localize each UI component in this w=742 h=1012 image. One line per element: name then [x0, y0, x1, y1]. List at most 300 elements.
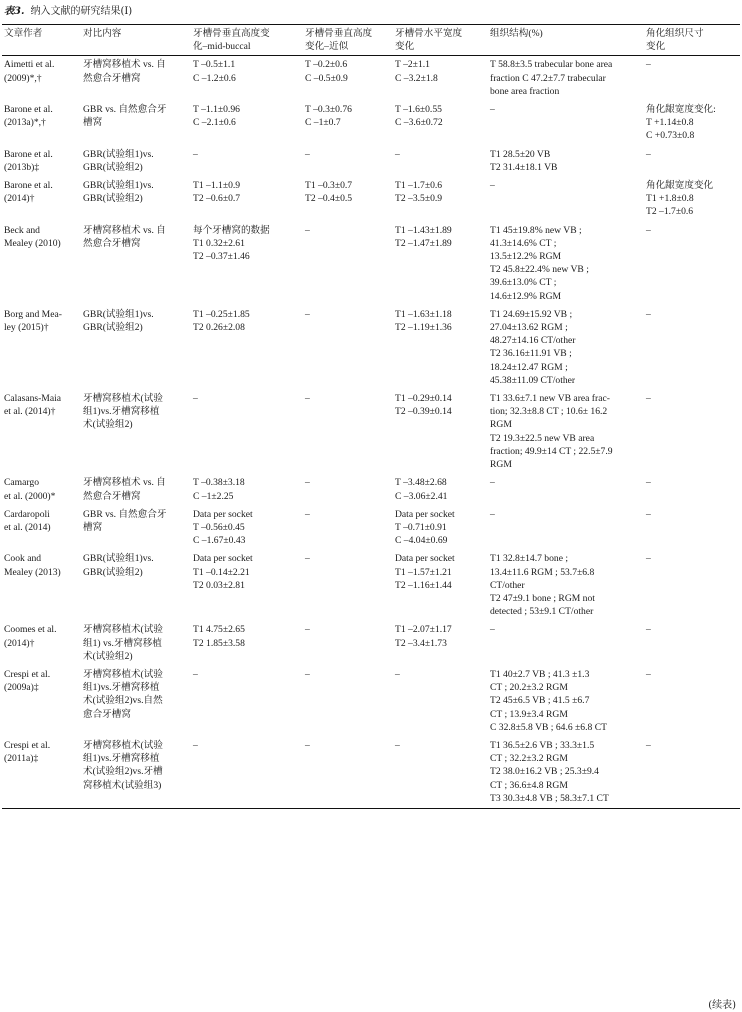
cell-line: 牙槽窝移植术(试验: [83, 739, 163, 751]
cell-vertical-midbuccal: [191, 390, 303, 474]
cell-keratinized-tissue: [644, 56, 740, 101]
cell-line: Calasans-Maia: [4, 393, 62, 405]
cell-line: –: [305, 624, 310, 636]
cell-line: Aimetti et al.: [4, 59, 55, 71]
cell-line: T1 –0.3±0.7: [305, 180, 353, 192]
cell-vertical-midbuccal: [191, 177, 303, 222]
cell-line: 窝移植术(试验组3): [83, 779, 162, 791]
cell-line: T2 38.0±16.2 VB ; 25.3±9.4: [490, 766, 599, 778]
table-body: [2, 56, 740, 809]
cell-histology: [488, 474, 644, 505]
cell-line: 牙槽窝移植术(试验: [83, 624, 163, 636]
cell-line: 39.6±13.0% CT ;: [490, 277, 557, 289]
cell-line: T2 –3.5±0.9: [395, 193, 443, 205]
cell-line: –: [646, 624, 651, 636]
cell-line: T2 47±9.1 bone ; RGM not: [490, 592, 595, 604]
cell-horizontal-width: [393, 146, 488, 177]
cell-line: Coomes et al.: [4, 624, 57, 636]
cell-comparison: [81, 306, 191, 390]
cell-line: 槽窝: [83, 521, 103, 533]
cell-line: 术(试验组2): [83, 419, 133, 431]
cell-line: GBR(试验组2): [83, 322, 143, 334]
cell-histology: [488, 101, 644, 146]
cell-vertical-proximal: [303, 306, 393, 390]
cell-line: 然愈合牙槽窝: [83, 490, 141, 502]
cell-horizontal-width: [393, 306, 488, 390]
cell-line: T1 –2.07±1.17: [395, 624, 452, 636]
cell-author: [2, 390, 81, 474]
cell-line: T –1.6±0.55: [395, 104, 442, 116]
cell-vertical-midbuccal: [191, 56, 303, 101]
cell-line: 愈合牙槽窝: [83, 708, 131, 720]
cell-line: T2 –1.7±0.6: [646, 206, 694, 218]
table-header-row: [2, 25, 740, 56]
header-horizontal-width: [393, 25, 488, 56]
cell-line: T2 0.26±2.08: [193, 322, 245, 334]
cell-line: T2 –0.4±0.5: [305, 193, 353, 205]
header-keratinized-tissue: [644, 25, 740, 56]
cell-comparison: [81, 737, 191, 809]
cell-line: 槽窝: [83, 117, 103, 129]
cell-vertical-midbuccal: [191, 146, 303, 177]
cell-line: T2 –0.37±1.46: [193, 251, 250, 263]
header-histology: [488, 25, 644, 56]
cell-line: C –0.5±0.9: [305, 72, 348, 84]
cell-line: GBR(试验组1)vs.: [83, 180, 154, 192]
cell-line: 牙槽骨垂直高度: [305, 28, 373, 39]
cell-line: ley (2015)†: [4, 322, 49, 334]
cell-histology: [488, 146, 644, 177]
cell-line: 术(试验组2)vs.自然: [83, 695, 163, 707]
cell-line: –: [305, 224, 310, 236]
cell-line: RGM: [490, 419, 512, 431]
cell-comparison: [81, 146, 191, 177]
cell-vertical-proximal: [303, 101, 393, 146]
cell-vertical-proximal: [303, 666, 393, 737]
cell-line: Crespi et al.: [4, 739, 51, 751]
cell-line: T +1.14±0.8: [646, 117, 694, 129]
cell-line: CT ; 20.2±3.2 RGM: [490, 682, 568, 694]
cell-vertical-midbuccal: [191, 101, 303, 146]
cell-line: Mealey (2010): [4, 237, 61, 249]
cell-histology: [488, 177, 644, 222]
cell-line: fraction C 47.2±7.7 trabecular: [490, 72, 606, 84]
table-title: 纳入文献的研究结果(I): [30, 6, 133, 17]
cell-line: T 58.8±3.5 trabecular bone area: [490, 59, 613, 71]
cell-histology: [488, 737, 644, 809]
cell-keratinized-tissue: [644, 621, 740, 666]
cell-line: T1 24.69±15.92 VB ;: [490, 308, 573, 320]
cell-author: [2, 506, 81, 551]
cell-vertical-proximal: [303, 474, 393, 505]
cell-author: [2, 550, 81, 621]
cell-line: detected ; 53±9.1 CT/other: [490, 606, 594, 618]
cell-line: 48.27±14.16 CT/other: [490, 335, 576, 347]
cell-histology: [488, 621, 644, 666]
cell-line: Borg and Mea-: [4, 308, 62, 320]
cell-line: –: [305, 148, 310, 160]
cell-line: T1 –1.63±1.18: [395, 308, 452, 320]
header-vertical-proximal: [303, 25, 393, 56]
cell-horizontal-width: [393, 474, 488, 505]
cell-line: tion; 32.3±8.8 CT ; 10.6± 16.2: [490, 406, 608, 418]
cell-line: 术(试验组2): [83, 650, 133, 662]
cell-keratinized-tissue: [644, 177, 740, 222]
table-row: [2, 474, 740, 505]
cell-line: T2 –3.4±1.73: [395, 637, 447, 649]
cell-line: 然愈合牙槽窝: [83, 237, 141, 249]
cell-author: [2, 146, 81, 177]
cell-line: Barone et al.: [4, 180, 53, 192]
cell-vertical-proximal: [303, 737, 393, 809]
cell-line: fraction; 49.9±14 CT ; 22.5±7.9: [490, 445, 613, 457]
cell-line: T2 –1.16±1.44: [395, 579, 452, 591]
cell-line: –: [646, 553, 651, 565]
cell-line: –: [193, 739, 198, 751]
cell-line: T2 –0.6±0.7: [193, 193, 241, 205]
cell-vertical-proximal: [303, 177, 393, 222]
cell-line: Barone et al.: [4, 104, 53, 116]
cell-line: Data per socket: [395, 508, 455, 520]
cell-author: [2, 474, 81, 505]
cell-line: CT/other: [490, 579, 525, 591]
table-number: 表3.: [4, 6, 25, 17]
cell-line: Mealey (2013): [4, 566, 61, 578]
cell-vertical-proximal: [303, 390, 393, 474]
cell-histology: [488, 222, 644, 306]
table-row: [2, 390, 740, 474]
cell-line: T2 45±6.5 VB ; 41.5 ±6.7: [490, 695, 590, 707]
cell-line: Data per socket: [193, 553, 253, 565]
cell-line: –: [395, 739, 400, 751]
cell-line: GBR(试验组1)vs.: [83, 308, 154, 320]
cell-horizontal-width: [393, 390, 488, 474]
cell-comparison: [81, 666, 191, 737]
cell-line: T –0.56±0.45: [193, 521, 245, 533]
cell-histology: [488, 390, 644, 474]
cell-line: GBR vs. 自然愈合牙: [83, 508, 167, 520]
cell-line: bone area fraction: [490, 85, 560, 97]
cell-horizontal-width: [393, 101, 488, 146]
cell-line: 每个牙槽窝的数据: [193, 224, 270, 236]
cell-line: T –0.5±1.1: [193, 59, 236, 71]
header-comparison: [81, 25, 191, 56]
cell-line: T –0.71±0.91: [395, 521, 447, 533]
cell-line: C –3.06±2.41: [395, 490, 448, 502]
cell-vertical-proximal: [303, 506, 393, 551]
cell-line: –: [305, 553, 310, 565]
table-caption: [4, 6, 132, 18]
cell-line: C 32.8±5.8 VB ; 64.6 ±6.8 CT: [490, 721, 607, 733]
cell-author: [2, 621, 81, 666]
cell-line: –: [395, 668, 400, 680]
cell-comparison: [81, 621, 191, 666]
cell-author: [2, 177, 81, 222]
cell-line: T2 31.4±18.1 VB: [490, 161, 558, 173]
cell-line: (2009a)‡: [4, 682, 39, 694]
cell-line: 牙槽窝移植术(试验: [83, 393, 163, 405]
cell-line: T1 40±2.7 VB ; 41.3 ±1.3: [490, 668, 590, 680]
cell-line: –: [646, 393, 651, 405]
cell-line: 变化: [395, 41, 415, 53]
cell-line: C –3.2±1.8: [395, 72, 438, 84]
cell-vertical-midbuccal: [191, 506, 303, 551]
cell-line: T1 –0.29±0.14: [395, 393, 452, 405]
cell-line: 13.5±12.2% RGM: [490, 251, 562, 263]
cell-line: T –1.1±0.96: [193, 104, 240, 116]
cell-vertical-midbuccal: [191, 737, 303, 809]
cell-vertical-midbuccal: [191, 550, 303, 621]
cell-line: T –0.38±3.18: [193, 477, 245, 489]
table-row: [2, 737, 740, 809]
cell-line: –: [305, 739, 310, 751]
cell-line: T1 45±19.8% new VB ;: [490, 224, 582, 236]
cell-line: RGM: [490, 459, 512, 471]
cell-line: 术(试验组2)vs.牙槽: [83, 766, 163, 778]
cell-vertical-midbuccal: [191, 222, 303, 306]
cell-line: T –0.2±0.6: [305, 59, 348, 71]
cell-line: 对比内容: [83, 28, 122, 39]
cell-line: 牙槽窝移植术 vs. 自: [83, 224, 166, 236]
cell-line: 变化–近似: [305, 41, 349, 53]
cell-line: –: [305, 477, 310, 489]
cell-comparison: [81, 56, 191, 101]
cell-line: CT ; 13.9±3.4 RGM: [490, 708, 568, 720]
cell-histology: [488, 550, 644, 621]
cell-line: T2 –1.19±1.36: [395, 322, 452, 334]
cell-line: –: [646, 224, 651, 236]
cell-author: [2, 56, 81, 101]
cell-line: –: [395, 148, 400, 160]
cell-line: –: [305, 508, 310, 520]
cell-line: T1 –0.25±1.85: [193, 308, 250, 320]
cell-line: T1 –1.7±0.6: [395, 180, 443, 192]
cell-line: (2014)†: [4, 637, 35, 649]
cell-line: 41.3±14.6% CT ;: [490, 237, 557, 249]
cell-horizontal-width: [393, 506, 488, 551]
cell-line: (2013a)*,†: [4, 117, 46, 129]
cell-histology: [488, 506, 644, 551]
cell-vertical-midbuccal: [191, 474, 303, 505]
table-row: [2, 56, 740, 101]
cell-line: Cook and: [4, 553, 42, 565]
cell-line: Data per socket: [193, 508, 253, 520]
cell-line: –: [193, 668, 198, 680]
cell-line: –: [490, 508, 495, 520]
cell-keratinized-tissue: [644, 737, 740, 809]
cell-line: T1 –1.43±1.89: [395, 224, 452, 236]
cell-vertical-proximal: [303, 146, 393, 177]
results-table: [2, 24, 740, 809]
cell-line: 18.24±12.47 RGM ;: [490, 361, 568, 373]
cell-line: T1 +1.8±0.8: [646, 193, 694, 205]
cell-comparison: [81, 222, 191, 306]
cell-author: [2, 737, 81, 809]
cell-line: T1 28.5±20 VB: [490, 148, 551, 160]
cell-line: 13.4±11.6 RGM ; 53.7±6.8: [490, 566, 595, 578]
cell-line: (2013b)‡: [4, 161, 40, 173]
cell-author: [2, 222, 81, 306]
cell-line: 27.04±13.62 RGM ;: [490, 322, 568, 334]
cell-horizontal-width: [393, 737, 488, 809]
cell-line: –: [490, 180, 495, 192]
cell-line: GBR(试验组2): [83, 193, 143, 205]
cell-line: CT ; 36.6±4.8 RGM: [490, 779, 568, 791]
cell-horizontal-width: [393, 550, 488, 621]
cell-line: Beck and: [4, 224, 40, 236]
table-row: [2, 621, 740, 666]
cell-keratinized-tissue: [644, 506, 740, 551]
cell-line: T2 19.3±22.5 new VB area: [490, 432, 595, 444]
table-row: [2, 306, 740, 390]
table-row: [2, 177, 740, 222]
cell-comparison: [81, 101, 191, 146]
cell-line: C +0.73±0.8: [646, 130, 695, 142]
cell-line: –: [646, 477, 651, 489]
cell-line: T2 0.03±2.81: [193, 579, 245, 591]
cell-vertical-midbuccal: [191, 621, 303, 666]
cell-line: –: [646, 148, 651, 160]
cell-line: T3 30.3±4.8 VB ; 58.3±7.1 CT: [490, 792, 609, 804]
cell-line: T2 –0.39±0.14: [395, 406, 452, 418]
cell-comparison: [81, 550, 191, 621]
cell-line: Cardaropoli: [4, 508, 50, 520]
cell-line: 14.6±12.9% RGM: [490, 290, 562, 302]
cell-line: 牙槽窝移植术(试验: [83, 668, 163, 680]
cell-line: T1 32.8±14.7 bone ;: [490, 553, 569, 565]
cell-line: Crespi et al.: [4, 668, 51, 680]
cell-line: T1 –1.1±0.9: [193, 180, 241, 192]
cell-vertical-midbuccal: [191, 666, 303, 737]
cell-line: 牙槽窝移植术 vs. 自: [83, 59, 166, 71]
cell-line: 组1)vs.牙槽窝移植: [83, 406, 160, 418]
cell-keratinized-tissue: [644, 222, 740, 306]
cell-line: –: [490, 624, 495, 636]
cell-line: –: [646, 59, 651, 71]
cell-line: –: [646, 508, 651, 520]
table-row: [2, 222, 740, 306]
table-row: [2, 146, 740, 177]
cell-line: T2 1.85±3.58: [193, 637, 245, 649]
cell-line: 角化龈宽度变化: [646, 180, 714, 192]
cell-vertical-proximal: [303, 56, 393, 101]
cell-line: CT ; 32.2±3.2 RGM: [490, 753, 568, 765]
cell-comparison: [81, 177, 191, 222]
cell-line: T1 4.75±2.65: [193, 624, 245, 636]
header-author: [2, 25, 81, 56]
cell-line: 组1)vs.牙槽窝移植: [83, 753, 160, 765]
cell-keratinized-tissue: [644, 101, 740, 146]
cell-line: T2 –1.47±1.89: [395, 237, 452, 249]
continued-note: (续表): [708, 1000, 736, 1011]
cell-horizontal-width: [393, 222, 488, 306]
cell-line: 变化: [646, 41, 666, 53]
cell-line: –: [193, 393, 198, 405]
cell-line: Camargo: [4, 477, 39, 489]
cell-line: C –4.04±0.69: [395, 535, 448, 547]
cell-line: C –1.2±0.6: [193, 72, 236, 84]
cell-line: GBR(试验组2): [83, 566, 143, 578]
cell-line: C –1±0.7: [305, 117, 341, 129]
cell-line: –: [490, 477, 495, 489]
cell-comparison: [81, 390, 191, 474]
cell-histology: [488, 666, 644, 737]
cell-line: T –3.48±2.68: [395, 477, 447, 489]
cell-keratinized-tissue: [644, 306, 740, 390]
cell-vertical-proximal: [303, 550, 393, 621]
cell-line: T1 36.5±2.6 VB ; 33.3±1.5: [490, 739, 595, 751]
cell-keratinized-tissue: [644, 390, 740, 474]
cell-line: T1 33.6±7.1 new VB area frac-: [490, 393, 610, 405]
cell-comparison: [81, 474, 191, 505]
cell-horizontal-width: [393, 621, 488, 666]
cell-line: T2 36.16±11.91 VB ;: [490, 348, 572, 360]
cell-line: 组织结构(%): [490, 28, 543, 39]
cell-horizontal-width: [393, 56, 488, 101]
cell-keratinized-tissue: [644, 550, 740, 621]
cell-keratinized-tissue: [644, 146, 740, 177]
cell-histology: [488, 56, 644, 101]
cell-horizontal-width: [393, 177, 488, 222]
cell-line: et al. (2000)*: [4, 490, 56, 502]
cell-line: 角化龈宽度变化:: [646, 104, 716, 116]
cell-line: T –2±1.1: [395, 59, 430, 71]
cell-line: T1 0.32±2.61: [193, 237, 245, 249]
cell-horizontal-width: [393, 666, 488, 737]
cell-line: 牙槽骨水平宽度: [395, 28, 463, 39]
cell-line: –: [490, 104, 495, 116]
cell-line: –: [646, 668, 651, 680]
cell-author: [2, 101, 81, 146]
table-row: [2, 101, 740, 146]
cell-line: –: [305, 393, 310, 405]
cell-line: Data per socket: [395, 553, 455, 565]
table-row: [2, 550, 740, 621]
cell-histology: [488, 306, 644, 390]
cell-line: –: [193, 148, 198, 160]
cell-line: –: [646, 308, 651, 320]
cell-line: GBR(试验组1)vs.: [83, 553, 154, 565]
cell-line: C –1.67±0.43: [193, 535, 246, 547]
table-row: [2, 506, 740, 551]
cell-vertical-proximal: [303, 621, 393, 666]
cell-line: 牙槽骨垂直高度变: [193, 28, 270, 39]
cell-line: T2 45.8±22.4% new VB ;: [490, 264, 589, 276]
cell-line: –: [305, 308, 310, 320]
cell-line: –: [305, 668, 310, 680]
cell-line: 然愈合牙槽窝: [83, 72, 141, 84]
cell-line: et al. (2014)†: [4, 406, 56, 418]
cell-line: –: [646, 739, 651, 751]
table-row: [2, 666, 740, 737]
cell-keratinized-tissue: [644, 474, 740, 505]
cell-line: GBR(试验组1)vs.: [83, 148, 154, 160]
cell-line: T1 –1.57±1.21: [395, 566, 452, 578]
cell-keratinized-tissue: [644, 666, 740, 737]
cell-line: C –2.1±0.6: [193, 117, 236, 129]
cell-line: T1 –0.14±2.21: [193, 566, 250, 578]
cell-line: GBR(试验组2): [83, 161, 143, 173]
cell-line: 组1)vs.牙槽窝移植: [83, 682, 160, 694]
cell-vertical-midbuccal: [191, 306, 303, 390]
cell-comparison: [81, 506, 191, 551]
cell-line: GBR vs. 自然愈合牙: [83, 104, 167, 116]
cell-author: [2, 666, 81, 737]
cell-line: C –1±2.25: [193, 490, 234, 502]
cell-line: T –0.3±0.76: [305, 104, 352, 116]
cell-line: (2011a)‡: [4, 753, 39, 765]
cell-line: (2014)†: [4, 193, 35, 205]
